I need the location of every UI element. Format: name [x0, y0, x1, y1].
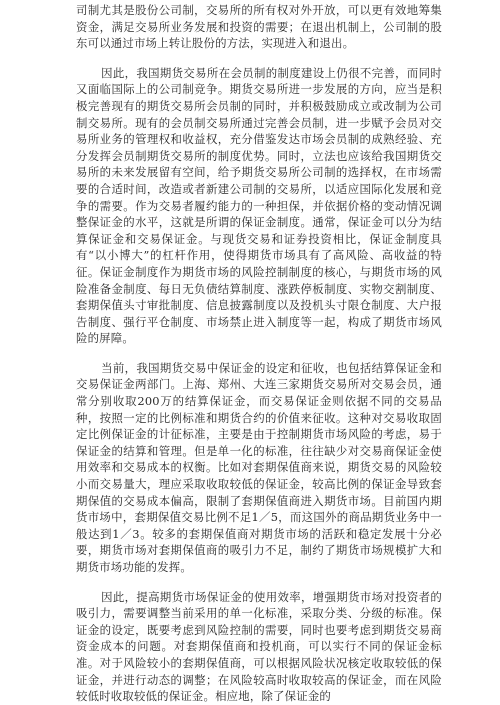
paragraph-3: 当前，我国期货交易中保证金的设定和征收，也包括结算保证金和交易保证金两部门。上海、郑州、大连三家期货交易所对交易会员，通常分别收取200万的结算保证金，而交易保证金则依据不同的交易品种，按照一定的比例标准和期货合约的价值来征收。这种对交易收取固定比例保证金的计征标准，主要是由于控制期货市场风险的考虑，易于保证金的结算和管理。但是单一化的标准，往往缺少对交易商保证金使用效率和交易成本的权衡。比如对套期保值商来说，期货交易的风险较小而交易量大，理应采取收取较低的保证金，较高比例的保证金导致套期保值的交易成本偏高，限制了套期保值商进入期货市场。目前国内期货市场中，套期保值交易比例不足1／5，而这国外的商品期货业务中一般达到1／3。较多的套期保值商对期货市场的活跃和稳定发展十分必要，期货市场对套期保值商的吸引力不足，制约了期货市场规模扩大和期货市场功能的发挥。 [76, 360, 442, 574]
paragraph-4: 因此，提高期货市场保证金的使用效率，增强期货市场对投资者的吸引力，需要调整当前采用的单一化标准，采取分类、分级的标准。保证金的设定，既要考虑到风险控制的需要，同时也要考虑到期货交易商资金成本的问题。对套期保值商和投机商，可以实行不同的保证金标准。对于风险较小的套期保值商，可以根据风险状况核定收取较低的保证金，并进行动态的调整；在风险较高时收取较高的保证金，而在风险较低时收取较低的保证金。相应地，除了保证金的 [76, 589, 442, 704]
paragraph-1: 司制尤其是股份公司制，交易所的所有权对外开放，可以更有效地筹集资金，满足交易所业务发展和投资的需要；在退出机制上，公司制的股东可以通过市场上转让股份的方法，实现进入和退出。 [76, 3, 442, 51]
paragraph-2: 因此，我国期货交易所在会员制的制度建设上仍很不完善，而同时又面临国际上的公司制竞争。期货交易所进一步发展的方向，应当是积极完善现有的期货交易所会员制的同时，并积极鼓励成立或改制为公司制交易所。现有的会员制交易所通过完善会员制，进一步赋予会员对交易所业务的管理权和收益权，充分借鉴发达市场会员制的成熟经验、充分发挥会员制期货交易所的制度优势。同时，立法也应该给我国期货交易所的未来发展留有空间，给予期货交易所公司制的选择权，在市场需要的合适时间，改造或者新建公司制的交易所，以适应国际化发展和竞争的需要。作为交易者履约能力的一种担保，并依据价格的变动情况调整保证金的水平，这就是所谓的保证金制度。通常，保证金可以分为结算保证金和交易保证金。与现货交易和证券投资相比，保证金制度具有“以小博大”的杠杆作用，使得期货市场具有了高风险、高收益的特征。保证金制度作为期货市场的风险控制制度的核心，与期货市场的风险准备金制度、每日无负债结算制度、涨跌停板制度、实物交割制度、套期保值头寸审批制度、信息披露制度以及投机头寸限仓制度、大户报告制度、强行平仓制度、市场禁止进入制度等一起，构成了期货市场风险的屏障。 [76, 65, 442, 346]
document-body [76, 2, 442, 705]
